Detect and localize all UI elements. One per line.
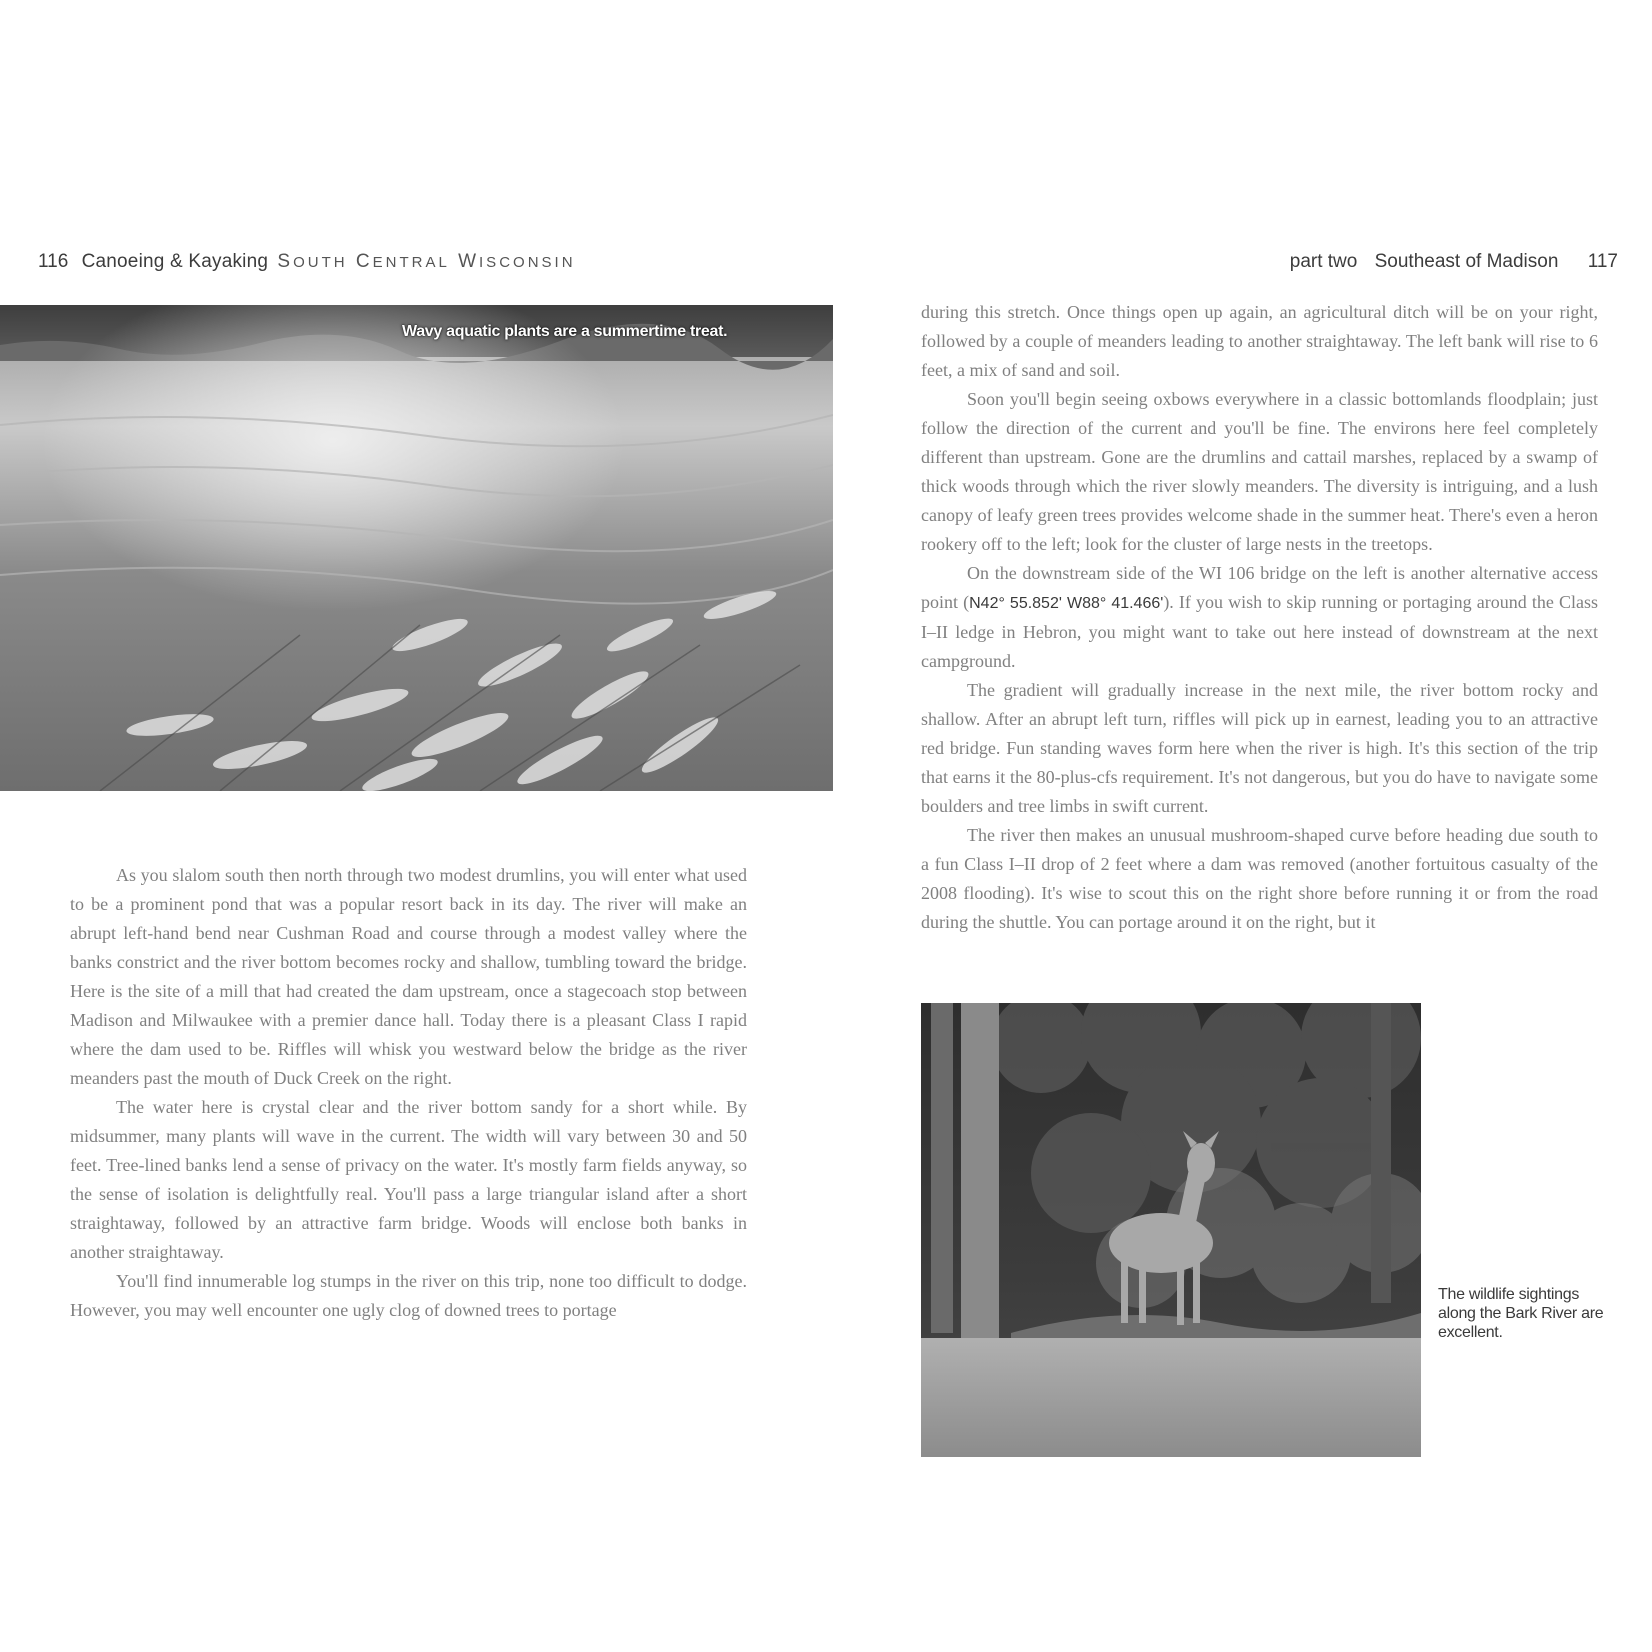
right-paragraph-3-before: On the downstream side of the WI 106 bridge on the left is another alternative access point ( bbox=[921, 563, 1598, 612]
river-photo bbox=[0, 305, 833, 791]
left-paragraph-3: You'll find innumerable log stumps in the river on this trip, none too difficult to dodge. However, you may well encounter one ugly clog of downed trees to portage bbox=[70, 1271, 747, 1320]
book-title: Canoeing & Kayaking bbox=[81, 251, 269, 272]
left-page-text bbox=[70, 861, 747, 1325]
section-title: Southeast of Madison bbox=[1374, 251, 1559, 272]
book-title-caps: SOUTH CENTRAL WISCONSIN bbox=[277, 251, 576, 272]
left-paragraph-2: The water here is crystal clear and the river bottom sandy for a short while. By midsummer, many plants will wave in the current. The width will vary between 30 and 50 feet. Tree-lined banks lend a sense of privacy on the water. It's mostly farm fields anyway, so the sense of isolation is delightfully real. You'll pass a large triangular island after a short straightaway, followed by an attractive farm bridge. Woods will enclose both banks in another straightaway. bbox=[70, 1097, 747, 1262]
right-paragraph-3-after: ). If you wish to skip running or portaging around the Class I–II ledge in Hebron, you might want to take out here instead of downstream at the next campground. bbox=[921, 592, 1598, 671]
left-paragraph-1: As you slalom south then north through two modest drumlins, you will enter what used to be a prominent pond that was a popular resort back in its day. The river will make an abrupt left-hand bend near Cushman Road and course through a modest valley where the banks constrict and the river bottom becomes rocky and shallow, tumbling toward the bridge. Here is the site of a mill that had created the dam upstream, once a stagecoach stop between Madison and Milwaukee with a premier dance hall. Today there is a pleasant Class I rapid where the dam used to be. Riffles will whisk you westward below the bridge as the river meanders past the mouth of Duck Creek on the right. bbox=[70, 865, 747, 1088]
page-number-right: 117 bbox=[1587, 251, 1618, 272]
running-head-left bbox=[38, 250, 576, 274]
river-photo-image bbox=[0, 305, 833, 791]
right-paragraph-5: The river then makes an unusual mushroom-shaped curve before heading due south to a fun Class I–II drop of 2 feet where a dam was removed (another fortuitous casualty of the 2008 flooding). It's wise to scout this on the right shore before running it or from the road during the shuttle. You can portage around it on the right, but it bbox=[921, 825, 1598, 932]
deer-photo-image bbox=[921, 1003, 1421, 1457]
page-number-left: 116 bbox=[38, 251, 69, 272]
right-paragraph-3 bbox=[921, 559, 1598, 676]
deer-photo bbox=[921, 1003, 1421, 1457]
right-paragraph-2: Soon you'll begin seeing oxbows everywhere in a classic bottomlands floodplain; just follow the direction of the current and you'll be fine. The environs here feel completely different than upstream. Gone are the drumlins and cattail marshes, replaced by a swamp of thick woods through which the river slowly meanders. The diversity is intriguing, and a lush canopy of leafy green trees provides welcome shade in the summer heat. There's even a heron rookery off to the left; look for the cluster of large nests in the treetops. bbox=[921, 389, 1598, 554]
part-label: part two bbox=[1289, 251, 1358, 272]
right-paragraph-4: The gradient will gradually increase in the next mile, the river bottom rocky and shallow. After an abrupt left turn, riffles will pick up in earnest, leading you to an attractive red bridge. Fun standing waves form here when the river is high. It's this section of the trip that earns it the 80-plus-cfs requirement. It's not dangerous, but you do have to navigate some boulders and tree limbs in swift current. bbox=[921, 680, 1598, 816]
gps-coordinates: N42° 55.852' W88° 41.466' bbox=[969, 595, 1164, 612]
river-photo-caption: Wavy aquatic plants are a summertime treat. bbox=[402, 323, 728, 340]
right-page-text bbox=[921, 298, 1598, 937]
right-paragraph-1: during this stretch. Once things open up again, an agricultural ditch will be on your right, followed by a couple of meanders leading to another straightaway. The left bank will rise to 6 feet, a mix of sand and soil. bbox=[921, 302, 1598, 380]
deer-photo-caption: The wildlife sightings along the Bark River are excellent. bbox=[1438, 1286, 1604, 1341]
running-head-right bbox=[1290, 250, 1618, 274]
